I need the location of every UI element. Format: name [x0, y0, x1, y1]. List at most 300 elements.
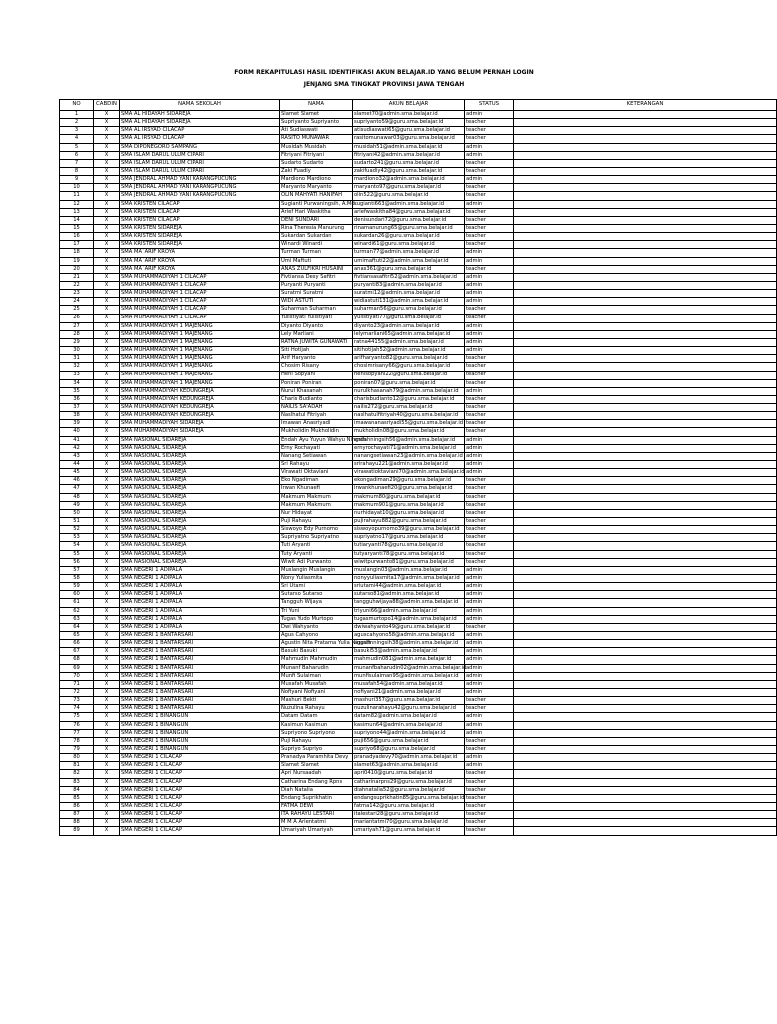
table-row: [60, 249, 777, 257]
cell-keterangan: [514, 705, 777, 713]
table-row: [60, 754, 777, 762]
cell-nama-sekolah: SMA MUHAMMADIYAH 1 MAJENANG: [120, 363, 280, 371]
cell-akun-belajar: tutiaryanti78@guru.sma.belajar.id: [353, 542, 465, 550]
cell-akun-belajar: slamet63@admin.sma.belajar.id: [353, 762, 465, 770]
table-row: [60, 461, 777, 469]
cell-akun-belajar: umimaftuti22@admin.sma.belajar.id: [353, 257, 465, 265]
table-row: [60, 192, 777, 200]
table-row: [60, 786, 777, 794]
cell-no: 88: [60, 819, 94, 827]
cell-cabdin: X: [94, 640, 120, 648]
cell-cabdin: X: [94, 607, 120, 615]
cell-status: admin: [465, 469, 514, 477]
cell-keterangan: [514, 111, 777, 119]
cell-nama-sekolah: SMA MUHAMMADIYAH SIDAREJA: [120, 420, 280, 428]
cell-akun-belajar: catharinarpns29@guru.sma.belajar.id: [353, 778, 465, 786]
cell-nama: Musidah Musidah: [280, 143, 353, 151]
cell-keterangan: [514, 526, 777, 534]
cell-nama-sekolah: SMA NASIONAL SIDAREJA: [120, 493, 280, 501]
cell-akun-belajar: slamet70@admin.sma.belajar.id: [353, 111, 465, 119]
cell-no: 39: [60, 420, 94, 428]
cell-status: teacher: [465, 192, 514, 200]
cell-akun-belajar: suratmi12@admin.sma.belajar.id: [353, 290, 465, 298]
cell-no: 86: [60, 802, 94, 810]
cell-akun-belajar: ernyrochayati71@admin.sma.belajar.id: [353, 444, 465, 452]
cell-status: admin: [465, 338, 514, 346]
cell-no: 10: [60, 184, 94, 192]
cell-status: admin: [465, 591, 514, 599]
cell-keterangan: [514, 802, 777, 810]
cell-status: teacher: [465, 119, 514, 127]
cell-keterangan: [514, 371, 777, 379]
cell-keterangan: [514, 737, 777, 745]
cell-akun-belajar: widiastuti131@admin.sma.belajar.id: [353, 298, 465, 306]
cell-akun-belajar: dwiwahyanto49@guru.sma.belajar.id: [353, 623, 465, 631]
cell-status: teacher: [465, 623, 514, 631]
cell-keterangan: [514, 664, 777, 672]
table-row: [60, 322, 777, 330]
cell-status: teacher: [465, 794, 514, 802]
table-row: [60, 273, 777, 281]
cell-nama: Imawan Anasriyadi: [280, 420, 353, 428]
cell-akun-belajar: sutarso81@admin.sma.belajar.id: [353, 591, 465, 599]
cell-akun-belajar: muslangin03@admin.sma.belajar.id: [353, 566, 465, 574]
cell-no: 49: [60, 501, 94, 509]
table-row: [60, 387, 777, 395]
cell-akun-belajar: atisudiaswati65@guru.sma.belajar.id: [353, 127, 465, 135]
cell-nama-sekolah: SMA NEGERI 1 BANTARSARI: [120, 705, 280, 713]
header-nama-sekolah: NAMA SEKOLAH: [120, 100, 280, 111]
cell-akun-belajar: datam82@admin.sma.belajar.id: [353, 713, 465, 721]
table-row: [60, 558, 777, 566]
cell-keterangan: [514, 306, 777, 314]
cell-nama-sekolah: SMA NEGERI 1 CILACAP: [120, 786, 280, 794]
cell-cabdin: X: [94, 461, 120, 469]
cell-nama: Nuzulina Rahayu: [280, 705, 353, 713]
cell-nama-sekolah: SMA MUHAMMADIYAH SIDAREJA: [120, 428, 280, 436]
cell-keterangan: [514, 461, 777, 469]
cell-nama-sekolah: SMA MUHAMMADIYAH 1 CILACAP: [120, 314, 280, 322]
cell-akun-belajar: pujirahayu882@guru.sma.belajar.id: [353, 518, 465, 526]
cell-keterangan: [514, 436, 777, 444]
table-row: [60, 477, 777, 485]
table-row: [60, 802, 777, 810]
cell-no: 81: [60, 762, 94, 770]
cell-cabdin: X: [94, 786, 120, 794]
cell-cabdin: X: [94, 509, 120, 517]
cell-cabdin: X: [94, 778, 120, 786]
cell-status: teacher: [465, 159, 514, 167]
cell-nama: Nurul Khasanah: [280, 387, 353, 395]
cell-nama: Rina Theresia Manurung: [280, 224, 353, 232]
cell-nama: Datam Datam: [280, 713, 353, 721]
cell-akun-belajar: naslhatulfitriyah40@guru.sma.belajar.id: [353, 412, 465, 420]
cell-cabdin: X: [94, 257, 120, 265]
cell-status: teacher: [465, 395, 514, 403]
cell-cabdin: X: [94, 518, 120, 526]
cell-status: teacher: [465, 306, 514, 314]
cell-keterangan: [514, 420, 777, 428]
cell-nama-sekolah: SMA NEGERI 1 ADIPALA: [120, 566, 280, 574]
cell-status: teacher: [465, 745, 514, 753]
cell-status: teacher: [465, 363, 514, 371]
cell-nama: Muslangin Muslangin: [280, 566, 353, 574]
cell-akun-belajar: puji656@guru.sma.belajar.id: [353, 737, 465, 745]
cell-nama-sekolah: SMA NEGERI 1 ADIPALA: [120, 615, 280, 623]
table-row: [60, 127, 777, 135]
cell-nama: Tuty Aryanti: [280, 550, 353, 558]
cell-akun-belajar: ekongadiman29@guru.sma.belajar.id: [353, 477, 465, 485]
cell-nama-sekolah: SMA NEGERI 1 BANTARSARI: [120, 672, 280, 680]
cell-akun-belajar: mardiono32@admin.sma.belajar.id: [353, 176, 465, 184]
cell-keterangan: [514, 127, 777, 135]
table-row: [60, 811, 777, 819]
cell-no: 54: [60, 542, 94, 550]
cell-keterangan: [514, 591, 777, 599]
cell-nama-sekolah: SMA NEGERI 1 CILACAP: [120, 802, 280, 810]
cell-nama: Agus Cahyono: [280, 632, 353, 640]
cell-keterangan: [514, 395, 777, 403]
cell-nama-sekolah: SMA AL HIDAYAH SIDAREJA: [120, 119, 280, 127]
cell-keterangan: [514, 477, 777, 485]
cell-status: admin: [465, 387, 514, 395]
cell-nama: Fivtiansa Desy Safitri: [280, 273, 353, 281]
table-row: [60, 176, 777, 184]
cell-status: admin: [465, 607, 514, 615]
table-row: [60, 363, 777, 371]
cell-nama-sekolah: SMA NEGERI 1 BINANGUN: [120, 737, 280, 745]
cell-status: teacher: [465, 558, 514, 566]
table-row: [60, 762, 777, 770]
cell-keterangan: [514, 509, 777, 517]
cell-status: teacher: [465, 811, 514, 819]
cell-nama-sekolah: SMA MUHAMMADIYAH KEDUNGREJA: [120, 395, 280, 403]
cell-keterangan: [514, 167, 777, 175]
cell-nama-sekolah: SMA NASIONAL SIDAREJA: [120, 518, 280, 526]
cell-nama: ANAS ZULFIKRI HUSAINI: [280, 265, 353, 273]
cell-no: 71: [60, 680, 94, 688]
cell-status: teacher: [465, 786, 514, 794]
table-row: [60, 452, 777, 460]
table-row: [60, 656, 777, 664]
cell-no: 6: [60, 151, 94, 159]
cell-akun-belajar: virawatioktaviani70@admin.sma.belajar.id: [354, 469, 465, 476]
cell-akun-belajar: nurulkhasanah79@admin.sma.belajar.id: [353, 387, 465, 395]
cell-keterangan: [514, 233, 777, 241]
cell-cabdin: X: [94, 306, 120, 314]
cell-cabdin: X: [94, 322, 120, 330]
cell-nama: Basuki Basuki: [280, 648, 353, 656]
cell-status: admin: [465, 754, 514, 762]
cell-status: teacher: [465, 241, 514, 249]
table-row: [60, 314, 777, 322]
cell-status: admin: [465, 656, 514, 664]
table-row: [60, 794, 777, 802]
cell-status: teacher: [465, 265, 514, 273]
cell-keterangan: [514, 249, 777, 257]
cell-nama: Agustin Nita Pratama Yulia Ningsih: [281, 640, 371, 647]
table-row: [60, 167, 777, 175]
cell-status: teacher: [465, 550, 514, 558]
cell-no: 45: [60, 469, 94, 477]
cell-status: teacher: [465, 802, 514, 810]
cell-keterangan: [514, 298, 777, 306]
cell-status: teacher: [465, 542, 514, 550]
table-row: [60, 745, 777, 753]
table-row: [60, 412, 777, 420]
cell-akun-belajar: puryanti83@admin.sma.belajar.id: [353, 281, 465, 289]
table-body: [60, 111, 777, 836]
table-row: [60, 648, 777, 656]
cell-akun-belajar: charisbudianto12@guru.sma.belajar.id: [353, 395, 465, 403]
cell-cabdin: X: [94, 176, 120, 184]
cell-cabdin: X: [94, 290, 120, 298]
cell-keterangan: [514, 680, 777, 688]
cell-cabdin: X: [94, 811, 120, 819]
cell-nama: ITA RAHAYU LESTARI: [280, 811, 353, 819]
table-row: [60, 688, 777, 696]
cell-keterangan: [514, 200, 777, 208]
cell-nama: Siti Hotijah: [280, 347, 353, 355]
cell-nama-sekolah: SMA NEGERI 1 BANTARSARI: [120, 688, 280, 696]
cell-no: 15: [60, 224, 94, 232]
cell-akun-belajar: pranadyadevy70@admin.sma.belajar.id: [353, 754, 465, 762]
cell-no: 68: [60, 656, 94, 664]
cell-nama-sekolah: SMA NEGERI 1 ADIPALA: [120, 591, 280, 599]
cell-akun-belajar: tugasmurtopo14@admin.sma.belajar.id: [353, 615, 465, 623]
cell-no: 41: [60, 436, 94, 444]
cell-akun-belajar: mukholidin08@guru.sma.belajar.id: [353, 428, 465, 436]
cell-akun-belajar: nanangsetiawan23@admin.sma.belajar.id: [354, 452, 463, 459]
cell-no: 33: [60, 371, 94, 379]
cell-akun-belajar: nailis272@guru.sma.belajar.id: [353, 404, 465, 412]
cell-nama: Mukholidin Mukholidin: [280, 428, 353, 436]
cell-cabdin: X: [94, 224, 120, 232]
cell-nama-sekolah: SMA MA`ARIF KROYA: [120, 257, 280, 265]
cell-akun-belajar: supriyatno17@guru.sma.belajar.id: [353, 534, 465, 542]
cell-akun-belajar: fatma142@guru.sma.belajar.id: [353, 802, 465, 810]
cell-status: admin: [465, 632, 514, 640]
cell-no: 74: [60, 705, 94, 713]
cell-nama: RATNA JUWITA GUNAWATI: [280, 338, 353, 346]
cell-keterangan: [514, 566, 777, 574]
cell-status: teacher: [465, 509, 514, 517]
cell-nama: Puryanti Puryanti: [280, 281, 353, 289]
cell-akun-belajar: wiwitpurwanto81@guru.sma.belajar.id: [353, 558, 465, 566]
cell-nama: Munanf Baharudin: [280, 664, 353, 672]
cell-status: admin: [465, 330, 514, 338]
cell-no: 55: [60, 550, 94, 558]
cell-nama: Mahmudin Mahmudin: [280, 656, 353, 664]
cell-no: 47: [60, 485, 94, 493]
cell-cabdin: X: [94, 347, 120, 355]
cell-nama: Tangguh Wijaya: [280, 599, 353, 607]
cell-keterangan: [514, 558, 777, 566]
cell-keterangan: [514, 452, 777, 460]
cell-akun-belajar: zakifuadiy42@guru.sma.belajar.id: [353, 167, 465, 175]
cell-nama: Nanang Setiawan: [280, 452, 353, 460]
cell-nama-sekolah: SMA NEGERI 1 BINANGUN: [120, 721, 280, 729]
table-row: [60, 680, 777, 688]
cell-cabdin: X: [94, 216, 120, 224]
cell-cabdin: X: [94, 420, 120, 428]
cell-cabdin: X: [94, 672, 120, 680]
cell-keterangan: [514, 273, 777, 281]
cell-status: admin: [465, 347, 514, 355]
table-row: [60, 493, 777, 501]
cell-nama-sekolah: SMA NASIONAL SIDAREJA: [120, 509, 280, 517]
table-row: [60, 640, 777, 648]
cell-status: teacher: [465, 501, 514, 509]
cell-nama: Tugas Yudo Murtopo: [280, 615, 353, 623]
cell-keterangan: [514, 347, 777, 355]
cell-no: 38: [60, 412, 94, 420]
cell-keterangan: [514, 819, 777, 827]
cell-nama: Yulistiyati Yulistiyati: [280, 314, 353, 322]
cell-status: admin: [465, 680, 514, 688]
cell-no: 2: [60, 119, 94, 127]
cell-nama-sekolah: SMA MUHAMMADIYAH 1 MAJENANG: [120, 338, 280, 346]
table-row: [60, 338, 777, 346]
cell-no: 1: [60, 111, 94, 119]
cell-status: teacher: [465, 778, 514, 786]
cell-nama-sekolah: SMA MUHAMMADIYAH 1 CILACAP: [120, 306, 280, 314]
cell-keterangan: [514, 192, 777, 200]
cell-nama: Mardiono Mardiono: [280, 176, 353, 184]
cell-nama: Nony Yuliasmita: [280, 575, 353, 583]
cell-cabdin: X: [94, 680, 120, 688]
cell-cabdin: X: [94, 485, 120, 493]
cell-nama: Pranadya Paramhita Devy: [280, 754, 353, 762]
cell-akun-belajar: musafah54@admin.sma.belajar.id: [353, 680, 465, 688]
table-row: [60, 819, 777, 827]
cell-nama: Virawati Oktaviani: [280, 469, 353, 477]
cell-status: teacher: [465, 705, 514, 713]
cell-nama: M M A Arientatmi: [280, 819, 353, 827]
cell-cabdin: X: [94, 794, 120, 802]
cell-cabdin: X: [94, 265, 120, 273]
cell-no: 56: [60, 558, 94, 566]
cell-no: 36: [60, 395, 94, 403]
table-row: [60, 632, 777, 640]
cell-nama-sekolah: SMA NEGERI 1 BANTARSARI: [120, 664, 280, 672]
cell-nama: Sri Utami: [280, 583, 353, 591]
cell-keterangan: [514, 754, 777, 762]
cell-nama: Supriyanto Supriyanto: [280, 119, 353, 127]
cell-status: teacher: [465, 224, 514, 232]
form-title: FORM REKAPITULASI HASIL IDENTIFIKASI AKUN BELAJAR.ID YANG BELUM PERNAH LOGIN: [234, 69, 534, 76]
cell-nama: Tri Yuni: [280, 607, 353, 615]
cell-akun-belajar: denisundari72@guru.sma.belajar.id: [353, 216, 465, 224]
cell-akun-belajar: yulistiyati77@guru.sma.belajar.id: [353, 314, 465, 322]
cell-status: teacher: [465, 477, 514, 485]
cell-keterangan: [514, 119, 777, 127]
cell-no: 26: [60, 314, 94, 322]
table-row: [60, 705, 777, 713]
cell-akun-belajar: munanfbaharudin02@admin.sma.belajar.id: [354, 664, 467, 671]
cell-akun-belajar: rasitomunawar03@guru.sma.belajar.id: [353, 135, 465, 143]
cell-nama: Makmum Makmum: [280, 501, 353, 509]
cell-nama-sekolah: SMA NASIONAL SIDAREJA: [120, 558, 280, 566]
cell-no: 24: [60, 298, 94, 306]
cell-akun-belajar: supriyanto59@guru.sma.belajar.id: [353, 119, 465, 127]
cell-cabdin: X: [94, 705, 120, 713]
cell-no: 53: [60, 534, 94, 542]
cell-nama: Puji Rahayu: [280, 737, 353, 745]
cell-no: 64: [60, 623, 94, 631]
cell-cabdin: X: [94, 111, 120, 119]
cell-no: 44: [60, 461, 94, 469]
table-row: [60, 224, 777, 232]
cell-status: admin: [465, 257, 514, 265]
cell-akun-belajar: diahnatalia52@guru.sma.belajar.id: [353, 786, 465, 794]
cell-nama: Mashuri Bekti: [280, 697, 353, 705]
form-subtitle: JENJANG SMA TINGKAT PROVINSI JAWA TENGAH: [303, 81, 465, 88]
cell-keterangan: [514, 827, 777, 835]
cell-cabdin: X: [94, 729, 120, 737]
cell-keterangan: [514, 501, 777, 509]
cell-keterangan: [514, 648, 777, 656]
cell-status: admin: [465, 688, 514, 696]
cell-nama-sekolah: SMA NEGERI 1 CILACAP: [120, 794, 280, 802]
cell-nama: Diah Natalia: [280, 786, 353, 794]
cell-nama-sekolah: SMA NEGERI 1 BANTARSARI: [120, 697, 280, 705]
cell-nama-sekolah: SMA MUHAMMADIYAH KEDUNGREJA: [120, 387, 280, 395]
cell-cabdin: X: [94, 151, 120, 159]
cell-no: 31: [60, 355, 94, 363]
header-cabdin: CABDIN: [94, 100, 120, 111]
cell-no: 62: [60, 607, 94, 615]
cell-no: 73: [60, 697, 94, 705]
cell-nama: OLIN MAHYATI HANIFAH: [280, 192, 353, 200]
table-row: [60, 379, 777, 387]
cell-akun-belajar: triyuni66@admin.sma.belajar.id: [353, 607, 465, 615]
cell-nama: Sri Rahayu: [280, 461, 353, 469]
cell-akun-belajar: ariefwaskitha84@guru.sma.belajar.id: [353, 208, 465, 216]
cell-cabdin: X: [94, 395, 120, 403]
cell-nama: WIDI ASTUTI: [280, 298, 353, 306]
cell-akun-belajar: kasimun64@admin.sma.belajar.id: [353, 721, 465, 729]
cell-akun-belajar: fitriyani42@admin.sma.belajar.id: [353, 151, 465, 159]
cell-keterangan: [514, 632, 777, 640]
cell-nama-sekolah: SMA MUHAMMADIYAH KEDUNGREJA: [120, 404, 280, 412]
table-row: [60, 371, 777, 379]
cell-akun-belajar: winardi61@guru.sma.belajar.id: [353, 241, 465, 249]
cell-no: 9: [60, 176, 94, 184]
cell-no: 12: [60, 200, 94, 208]
cell-akun-belajar: musidah51@admin.sma.belajar.id: [353, 143, 465, 151]
cell-cabdin: X: [94, 550, 120, 558]
table-row: [60, 208, 777, 216]
cell-keterangan: [514, 151, 777, 159]
cell-akun-belajar: agustinningsih38@admin.sma.belajar.id: [353, 640, 465, 648]
cell-keterangan: [514, 444, 777, 452]
cell-keterangan: [514, 575, 777, 583]
cell-akun-belajar: henisopyani22@guru.sma.belajar.id: [353, 371, 465, 379]
cell-no: 46: [60, 477, 94, 485]
cell-nama-sekolah: SMA KRISTEN CILACAP: [120, 200, 280, 208]
cell-no: 59: [60, 583, 94, 591]
cell-nama-sekolah: SMA NASIONAL SIDAREJA: [120, 542, 280, 550]
cell-nama-sekolah: SMA MUHAMMADIYAH 1 MAJENANG: [120, 371, 280, 379]
table-row: [60, 404, 777, 412]
cell-keterangan: [514, 745, 777, 753]
cell-status: teacher: [465, 184, 514, 192]
cell-keterangan: [514, 688, 777, 696]
cell-keterangan: [514, 672, 777, 680]
cell-nama: Catharina Endang Rpns: [280, 778, 353, 786]
cell-akun-belajar: irwankhunaefi20@guru.sma.belajar.id: [353, 485, 465, 493]
